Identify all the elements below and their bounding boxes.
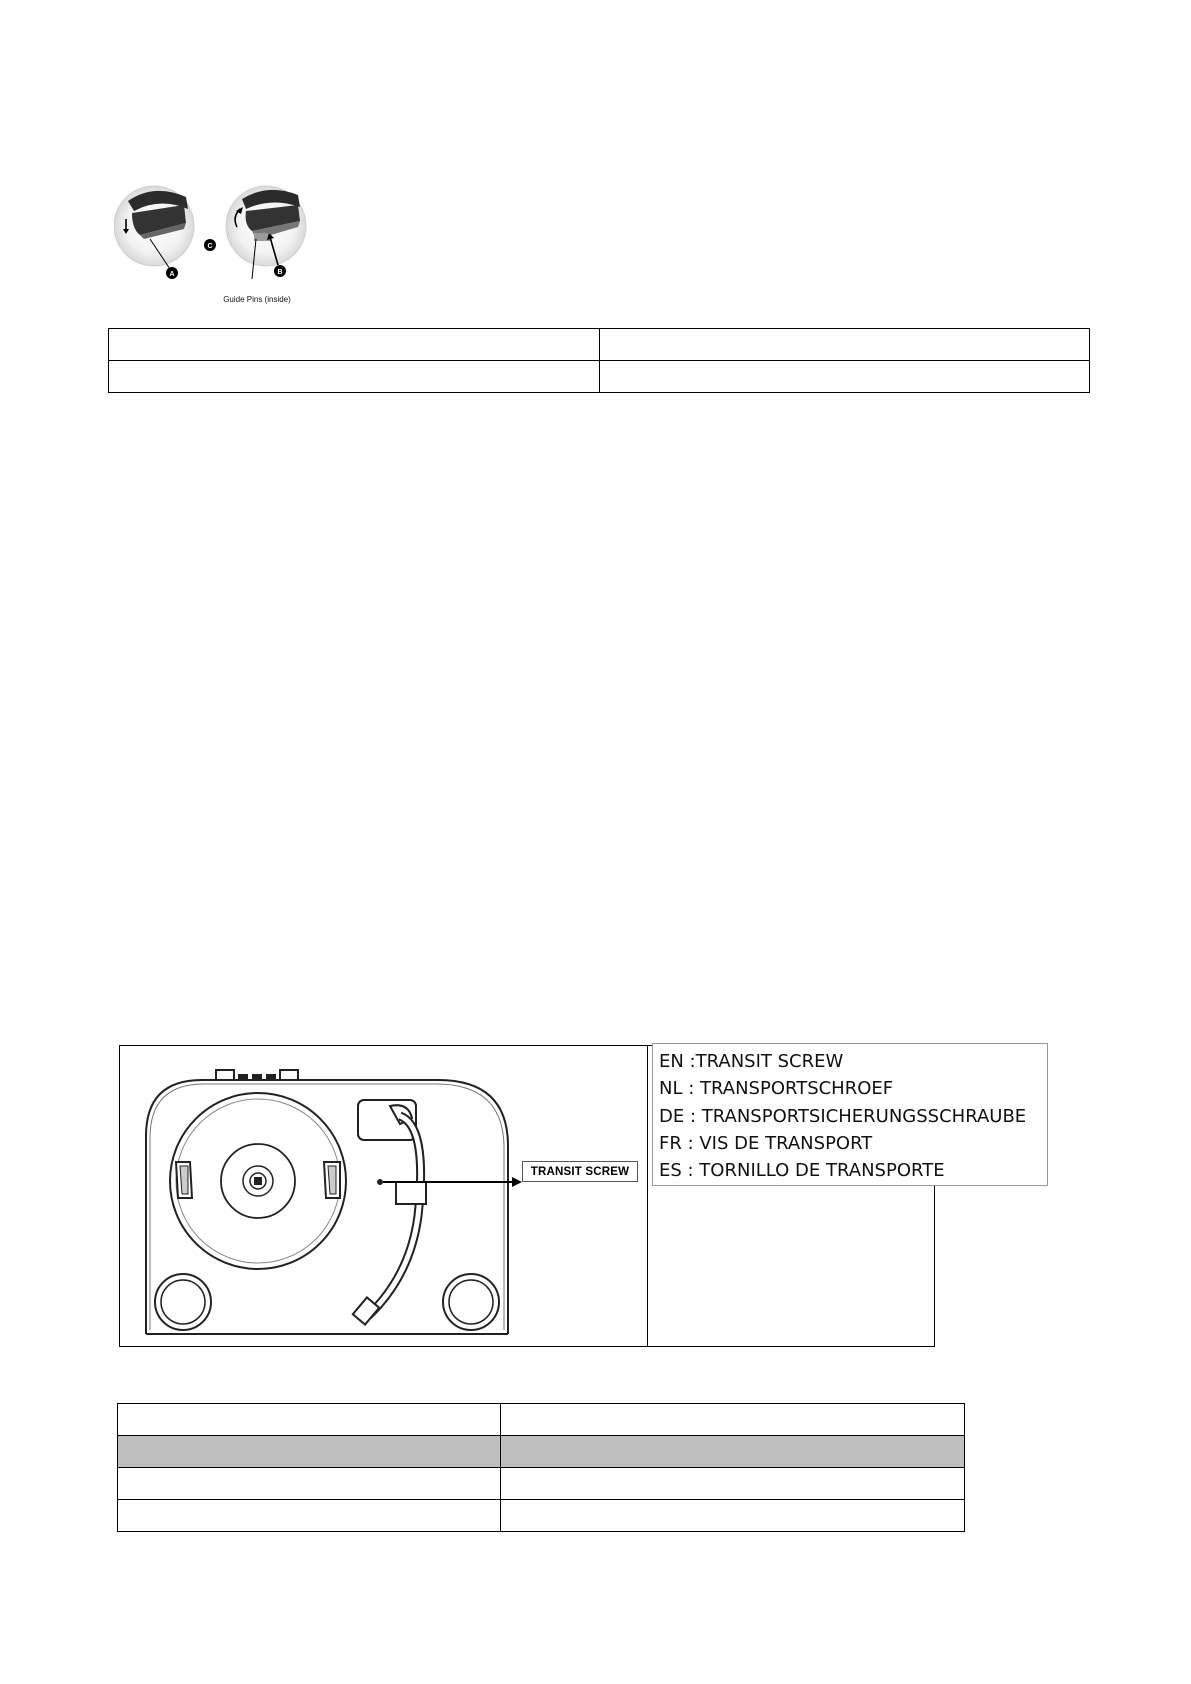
table-row [109,361,1090,393]
table-row [109,329,1090,361]
translation-fr: FR : VIS DE TRANSPORT [659,1132,873,1154]
table-row-shaded [118,1436,965,1468]
table-cell [118,1468,501,1500]
table-row [118,1404,965,1436]
table-cell [500,1404,964,1436]
table-cell [500,1500,964,1532]
table-cell [118,1500,501,1532]
guide-pins-caption: Guide Pins (inside) [223,295,291,304]
table-cell [118,1436,501,1468]
translations-box [652,1043,1048,1186]
marker-a-label: A [169,271,175,278]
bottom-table [117,1403,965,1532]
table-row [118,1500,965,1532]
marker-b-label: B [277,269,283,276]
stylus-replacement-figure [114,183,319,308]
table-cell [109,361,600,393]
turntable-figure [128,1066,528,1341]
table-cell [118,1404,501,1436]
transit-screw-callout: TRANSIT SCREW [522,1161,638,1182]
table-cell [109,329,600,361]
translation-es: ES : TORNILLO DE TRANSPORTE [659,1160,945,1182]
marker-c-label: C [207,243,213,250]
panel-divider [647,1046,648,1346]
transit-screw-panel [119,1045,1027,1347]
table-cell [500,1468,964,1500]
translation-en: EN :TRANSIT SCREW [659,1051,844,1072]
stylus-illustration [114,183,319,308]
table-cell [599,361,1090,393]
translation-de: DE : TRANSPORTSICHERUNGSSCHRAUBE [659,1105,1027,1127]
table-cell [500,1436,964,1468]
turntable-drawing [128,1066,528,1341]
table-row [118,1468,965,1500]
table-cell [599,329,1090,361]
top-table [108,328,1090,393]
translation-nl: NL : TRANSPORTSCHROEF [659,1078,894,1100]
